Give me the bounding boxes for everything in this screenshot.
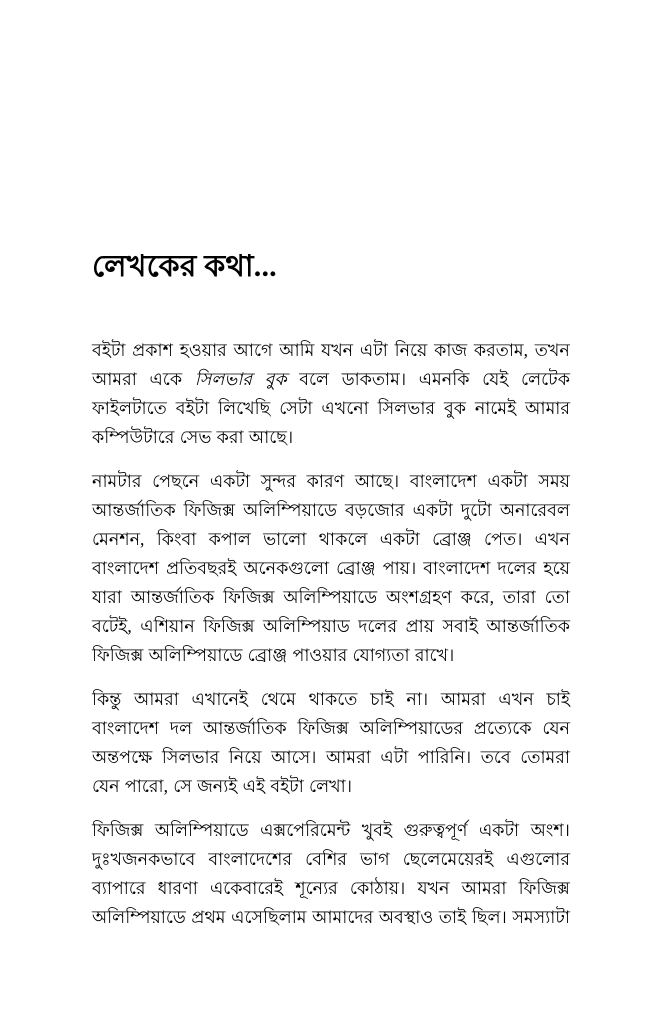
word: আমি [279, 340, 315, 360]
word: আমরা [440, 689, 486, 709]
word: অন্তপক্ষে [92, 747, 153, 767]
word: আমরা [325, 747, 371, 767]
word: বটেই, [92, 616, 132, 636]
word: হওয়ার [179, 340, 227, 360]
word: তবে [480, 747, 511, 767]
word: এমনকি [418, 369, 470, 389]
word: এটা [380, 747, 409, 767]
word: বুক [443, 398, 466, 418]
word: থাকতে [308, 689, 358, 709]
page-title: লেখকের কথা... [92, 250, 277, 284]
word: আছে। [248, 427, 294, 447]
word: কোঠায়। [349, 878, 406, 898]
word: সময় [538, 471, 570, 491]
word: অনারেবল [499, 500, 570, 520]
word: কিংবা [156, 529, 197, 549]
word: লেখা। [309, 776, 352, 796]
word: ভালো [263, 529, 307, 549]
word: আমাদের [312, 907, 374, 927]
word: পাওয়ার [292, 645, 348, 665]
text-line [92, 874, 570, 903]
word: সিলভার [161, 747, 220, 767]
word: একেবারেই [209, 878, 284, 898]
word: ব্রোঞ্জ [336, 558, 376, 578]
word: জন্যই [197, 776, 238, 796]
word: আন্তর্জাতিক [92, 500, 176, 520]
word: বইটা [92, 340, 126, 360]
text-line [92, 845, 570, 874]
word: আমরা [134, 689, 179, 709]
word: পারিনি। [417, 747, 472, 767]
word: প্রত্যেকে [473, 718, 532, 738]
word: প্রথম [191, 907, 226, 927]
text-line [92, 496, 570, 525]
word: ভাগ [360, 849, 390, 869]
word: তো [544, 587, 570, 607]
word: দল [169, 718, 193, 738]
word: একটা [379, 529, 420, 549]
word: ব্রোঞ্জ [247, 645, 288, 665]
word: কপাল [208, 529, 251, 549]
word: এটা [359, 340, 388, 360]
word: যারা [92, 587, 122, 607]
word: রাখে। [414, 645, 455, 665]
word: একটা [478, 820, 520, 840]
text-line [92, 467, 570, 496]
text-line [92, 365, 570, 394]
word: বাংলাদেশ [423, 558, 491, 578]
text-line [92, 394, 570, 423]
word: যখন [417, 878, 450, 898]
word: অলিম্পিয়াডে [92, 907, 186, 927]
word: আছে। [354, 471, 400, 491]
word: বাংলাদেশের [208, 849, 293, 869]
word: আমরা [92, 369, 137, 389]
word: নামেই [474, 398, 517, 418]
word: আগে [233, 340, 273, 360]
word: প্রকাশ [132, 340, 173, 360]
word: এসেছিলাম [231, 907, 307, 927]
word: ফিজিক্স [203, 616, 255, 636]
word: একটা [209, 471, 251, 491]
word: পেত। [484, 529, 523, 549]
word: এক্সপেরিমেন্ট [260, 820, 351, 840]
word: এখন [498, 689, 534, 709]
word: ডাকতাম। [341, 369, 407, 389]
word: নিয়ে [394, 340, 428, 360]
word: অংশ। [530, 820, 570, 840]
text-line [92, 583, 570, 612]
word: অংশগ্রহণ [385, 587, 452, 607]
word: সমস্যাটা [512, 907, 570, 927]
word: হয়ে [543, 558, 570, 578]
word: ফিজিক্স [223, 587, 275, 607]
word: তারা [502, 587, 536, 607]
word: বাংলাদেশ [409, 471, 477, 491]
word: চাই [370, 689, 394, 709]
word: অলিম্পিয়াডে [148, 645, 243, 665]
text-line [92, 641, 570, 670]
word: সেভ [179, 427, 212, 447]
word: এখনো [321, 398, 369, 418]
word: থেমে [260, 689, 296, 709]
word: বলে [299, 369, 330, 389]
word: বইটা [175, 398, 210, 418]
word: করতাম, [473, 340, 529, 360]
word: যোগ্যতা [352, 645, 410, 665]
text-line [92, 554, 570, 583]
word: এই [242, 776, 266, 796]
text-line [92, 903, 570, 932]
word: আন্তর্জাতিক [130, 587, 215, 607]
word: সে [173, 776, 192, 796]
paragraph [92, 467, 570, 670]
word: মেনশন, [92, 529, 145, 549]
word: আন্তর্জাতিক [203, 718, 287, 738]
word: কিন্তু [92, 689, 122, 709]
word: অলিম্পিয়াডে [154, 820, 249, 840]
word: ছেলেমেয়েরই [402, 849, 494, 869]
text-line [92, 525, 570, 554]
word: বইটা [270, 776, 304, 796]
word: ফিজিক্স [518, 878, 570, 898]
word: অলিম্পিয়াডে [243, 500, 337, 520]
word: অলিম্পিয়াডে [283, 587, 378, 607]
word: সেটা [279, 398, 313, 418]
word: তাই [438, 907, 467, 927]
word: ছিল। [471, 907, 507, 927]
text-line [92, 714, 570, 743]
word: দলের [358, 616, 398, 636]
word: সিলভার [377, 398, 436, 418]
word: এখানেই [191, 689, 248, 709]
body-text-block [92, 336, 570, 932]
paragraph [92, 336, 570, 452]
word: নামটার [92, 471, 142, 491]
word: দলের [497, 558, 537, 578]
word: না। [406, 689, 429, 709]
word: একটা [487, 471, 528, 491]
word: করা [216, 427, 244, 447]
word: আমরা [461, 878, 507, 898]
word: ধারণা [157, 878, 198, 898]
word: গুরুত্বপূর্ণ [403, 820, 468, 840]
word: একটা [412, 500, 453, 520]
word: ব্রোঞ্জ [432, 529, 472, 549]
word: অলিম্পিয়াডের [359, 718, 464, 738]
text-line [92, 423, 570, 452]
word: খুবই [361, 820, 393, 840]
word: লিখেছি [218, 398, 271, 418]
word: ফিজিক্স [92, 820, 144, 840]
word: প্রায় [405, 616, 435, 636]
word: যেই [482, 369, 509, 389]
paragraph [92, 816, 570, 932]
word: থাকলে [318, 529, 368, 549]
text-line [92, 772, 570, 801]
word: যখন [321, 340, 354, 360]
word: পেছনে [152, 471, 200, 491]
word: বাংলাদেশ [92, 718, 160, 738]
word: আসে। [271, 747, 317, 767]
word: কম্পিউটারে [92, 427, 175, 447]
text-line [92, 612, 570, 641]
word: অলিম্পিয়াড [263, 616, 350, 636]
word: শূন্যের [295, 878, 338, 898]
word: ফিজিক্স [92, 645, 144, 665]
word: পারো, [124, 776, 168, 796]
word: সুন্দর [260, 471, 296, 491]
word: তখন [534, 340, 570, 360]
word: তোমরা [520, 747, 570, 767]
word: ব্যাপারে [92, 878, 146, 898]
paragraph [92, 685, 570, 801]
word: এখন [534, 529, 570, 549]
word: এশিয়ান [140, 616, 195, 636]
word: বড়জোর [344, 500, 405, 520]
text-line [92, 685, 570, 714]
word: দুটো [460, 500, 492, 520]
word: চাই [546, 689, 570, 709]
word: অবস্থাও [378, 907, 434, 927]
word: নিয়ে [228, 747, 262, 767]
word: আন্তর্জাতিক [486, 616, 570, 636]
text-line [92, 816, 570, 845]
emphasized-word: বুক [264, 369, 287, 389]
word: একে [149, 369, 183, 389]
word: যেন [92, 776, 120, 796]
word: করে, [460, 587, 494, 607]
word: বাংলাদেশ [92, 558, 160, 578]
word: দুঃখজনকভাবে [92, 849, 196, 869]
word: বেশির [305, 849, 347, 869]
word: পায়। [382, 558, 417, 578]
emphasized-word: সিলভার [194, 369, 253, 389]
word: যেন [542, 718, 570, 738]
word: কারণ [306, 471, 345, 491]
word: এগুলোর [506, 849, 570, 869]
word: ফিজিক্স [297, 718, 349, 738]
word: আমার [525, 398, 570, 418]
word: ফিজিক্স [183, 500, 235, 520]
text-line [92, 743, 570, 772]
word: অনেকগুলো [243, 558, 329, 578]
word: লেটেক [521, 369, 570, 389]
word: ফাইলটাতে [92, 398, 167, 418]
word: সবাই [442, 616, 478, 636]
word: কাজ [434, 340, 468, 360]
word: প্রতিবছরই [166, 558, 237, 578]
text-line [92, 336, 570, 365]
